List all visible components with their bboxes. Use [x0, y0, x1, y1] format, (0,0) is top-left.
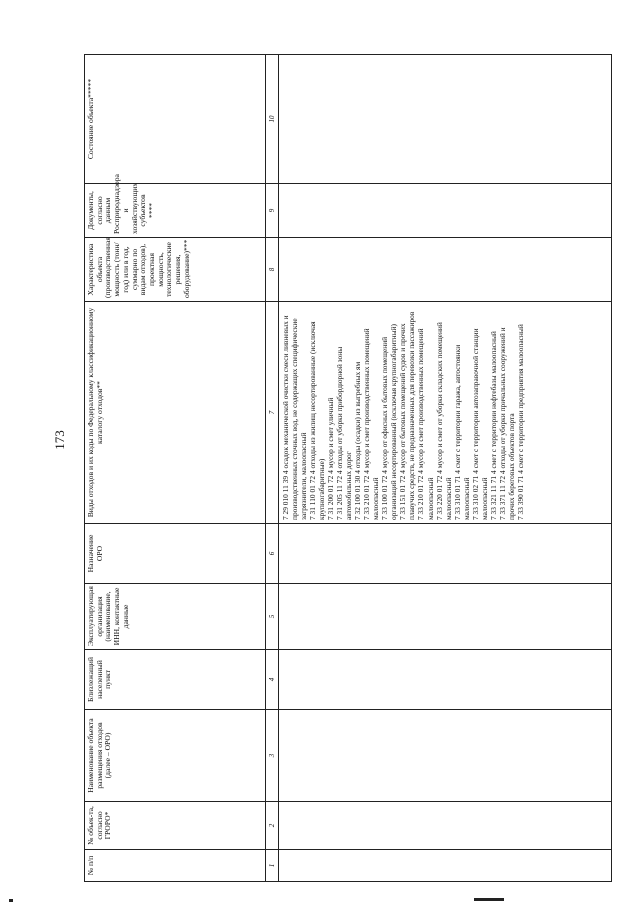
col-header: № объек-та, согласно ГРОРО* [85, 802, 266, 850]
waste-type-item: 7 33 321 11 71 4 смет с территории нефтебазы малоопасный [488, 331, 498, 520]
column-number: 1 [266, 850, 279, 882]
col-header: Характеристика объекта (производственная мощность (тонн/год) или в год, суммарно по видам отходов), проектная мощность, технологические решения, оборудование)*** [85, 238, 266, 302]
waste-type-item: 7 33 310 01 71 4 смет с территории гаража, автостоянки малоопасный [452, 344, 471, 520]
waste-type-item: 7 33 371 11 72 4 отходы от уборки причальных сооружений и прочих береговых объектов порта [497, 327, 516, 520]
header-row [85, 55, 266, 882]
waste-type-item: 7 33 220 01 72 4 мусор и смет от уборки складских помещений малоопасный [434, 322, 453, 520]
column-number: 4 [266, 650, 279, 710]
col-header: Документы, согласно данным Росприроднадзора и хозяйствующих субъектов **** [85, 184, 266, 238]
waste-type-item: 7 31 205 11 72 4 отходы от уборки прибордюрной зоны автомобильных дорог [335, 346, 354, 520]
table-row [279, 55, 612, 882]
table-cell [279, 850, 612, 882]
col-header: Виды отходов и их коды по Федеральному классификационному каталогу отходов** [85, 302, 266, 524]
column-number: 2 [266, 802, 279, 850]
waste-type-item: 7 33 151 01 72 4 мусор от бытовых помещений судов и прочих плавучих средств, не предназначенных для перевозки пассажиров [398, 311, 417, 520]
waste-type-item: 7 33 100 01 72 4 мусор от офисных и бытовых помещений организаций несортированный (исключая крупногабаритный) [380, 324, 399, 520]
scan-mark [474, 898, 504, 901]
waste-type-item: 7 29 010 11 39 4 осадок механической очистки смеси ливневых и производственных сточных вод, не содержащих специфические загрязнители, малоопасный [281, 315, 309, 520]
scan-mark [9, 899, 13, 902]
column-number: 6 [266, 524, 279, 584]
column-number: 7 [266, 302, 279, 524]
waste-type-item: 7 31 110 01 72 4 отходы из жилищ несортированные (исключая крупногабаритные) [308, 321, 327, 520]
waste-types-cell [279, 302, 612, 524]
waste-type-item: 7 33 210 01 72 4 мусор и смет производственных помещений малоопасный [416, 328, 435, 520]
waste-type-item: 7 33 310 02 71 4 смет с территории автозаправочной станции малоопасный [470, 328, 489, 520]
table-cell [279, 55, 612, 184]
waste-type-item: 7 31 200 01 72 4 мусор и смет уличный [326, 397, 336, 520]
column-number: 9 [266, 184, 279, 238]
column-number-row [266, 55, 279, 882]
table-cell [279, 238, 612, 302]
col-header: Близлежащий населенный пункт [85, 650, 266, 710]
table-container [84, 55, 612, 882]
page-number: 173 [52, 430, 67, 450]
column-number: 10 [266, 55, 279, 184]
table-cell [279, 710, 612, 802]
waste-type-item: 7 32 100 01 30 4 отходы (осадки) из выгребных ям [353, 361, 363, 520]
table-cell [279, 184, 612, 238]
column-number: 8 [266, 238, 279, 302]
col-header: Наименование объекта размещения отходов (далее – ОРО) [85, 710, 266, 802]
col-header: Состояние объекта***** [85, 55, 266, 184]
facility-register-table [84, 54, 612, 882]
waste-type-item: 7 33 210 01 72 4 мусор и смет производственных помещений малоопасный [362, 328, 381, 520]
rotated-table [84, 55, 612, 882]
column-number: 3 [266, 710, 279, 802]
col-header: № п/п [85, 850, 266, 882]
table-cell [279, 584, 612, 650]
waste-type-item: 7 33 390 01 71 4 смет с территории предприятия малоопасный [515, 324, 525, 520]
col-header: Эксплуатирующая организация (наименование, ИНН, контактные данные [85, 584, 266, 650]
table-cell [279, 524, 612, 584]
table-cell [279, 802, 612, 850]
table-cell [279, 650, 612, 710]
column-number: 5 [266, 584, 279, 650]
col-header: Назначение ОРО [85, 524, 266, 584]
